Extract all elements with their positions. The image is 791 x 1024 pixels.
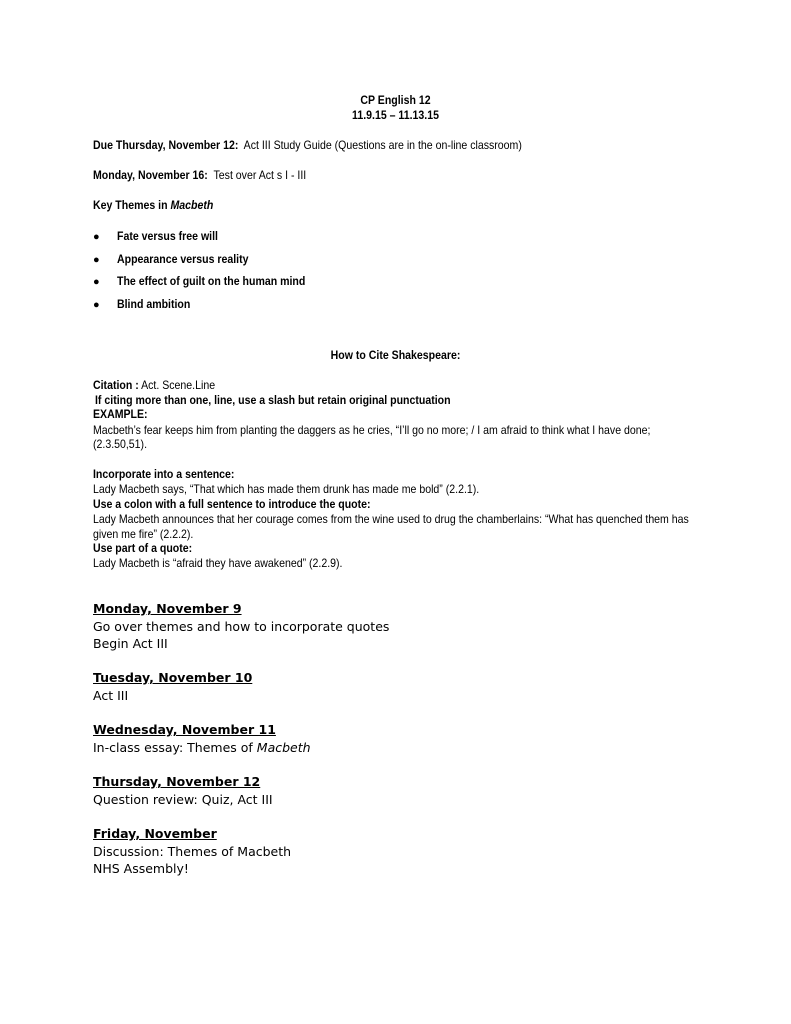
example-line-2: (2.3.50,51). <box>93 437 148 451</box>
day-heading: Friday, November <box>93 826 217 841</box>
bullet-icon: ● <box>93 276 100 288</box>
due-line <box>93 138 522 152</box>
citation-line <box>93 378 215 392</box>
bullet-icon: ● <box>93 231 100 243</box>
example-line-1: Macbeth’s fear keeps him from planting the daggers as he cries, “I’ll go no more; / I am afraid to think what I have done; <box>93 423 651 437</box>
schedule-day-wednesday <box>93 721 311 756</box>
part-text: Lady Macbeth is “afraid they have awakened” (2.2.9). <box>93 556 343 570</box>
schedule-day-monday <box>93 600 389 653</box>
due-text: Act III Study Guide (Questions are in the on-line classroom) <box>243 138 522 152</box>
day-item: Go over themes and how to incorporate quotes <box>93 618 390 634</box>
day-heading: Wednesday, November 11 <box>93 722 276 737</box>
list-item: ● Appearance versus reality <box>93 251 249 266</box>
day-heading: Monday, November 9 <box>93 601 242 616</box>
themes-heading-title: Macbeth <box>170 198 214 212</box>
schedule-day-tuesday <box>93 669 252 704</box>
slash-rule: If citing more than one, line, use a slash but retain original punctuation <box>95 393 451 407</box>
incorporate-text: Lady Macbeth says, “That which has made them drunk has made me bold” (2.2.1). <box>93 482 480 496</box>
bullet-icon: ● <box>93 298 100 311</box>
day-heading: Tuesday, November 10 <box>93 670 253 685</box>
day-item: Question review: Quiz, Act III <box>93 791 273 807</box>
themes-heading-prefix: Key Themes in <box>93 198 171 212</box>
list-item: ● Fate versus free will <box>93 229 218 243</box>
list-item: ● The effect of guilt on the human mind <box>93 274 306 288</box>
themes-list <box>93 229 331 319</box>
test-text: Test over Act s I - III <box>213 168 307 182</box>
incorporate-label: Incorporate into a sentence: <box>93 467 235 481</box>
schedule-day-friday <box>93 825 291 878</box>
test-line <box>93 168 306 182</box>
day-heading: Thursday, November 12 <box>93 774 261 789</box>
day-item: In-class essay: Themes of Macbeth <box>93 739 311 755</box>
citation-label: Citation : <box>93 378 139 392</box>
colon-line-2: given me fire” (2.2.2). <box>93 527 194 541</box>
part-label: Use part of a quote: <box>93 541 193 555</box>
test-label: Monday, November 16: <box>93 168 208 182</box>
day-item: NHS Assembly! <box>93 861 189 876</box>
day-item: Act III <box>93 687 129 703</box>
cite-heading: How to Cite Shakespeare: <box>330 348 461 362</box>
bullet-icon: ● <box>93 253 100 266</box>
example-label: EXAMPLE: <box>93 407 148 421</box>
day-item: Begin Act III <box>93 636 168 651</box>
themes-heading <box>93 198 213 212</box>
list-item: ● Blind ambition <box>93 296 191 311</box>
date-range: 11.9.15 – 11.13.15 <box>352 108 439 122</box>
colon-line-1: Lady Macbeth announces that her courage comes from the wine used to drug the chamberlains: “What has quenched them has <box>93 512 689 526</box>
due-label: Due Thursday, November 12: <box>93 138 239 152</box>
schedule-day-thursday <box>93 773 273 808</box>
citation-text: Act. Scene.Line <box>141 378 216 392</box>
day-item: Discussion: Themes of Macbeth <box>93 843 292 859</box>
colon-label: Use a colon with a full sentence to introduce the quote: <box>93 497 371 511</box>
course-title: CP English 12 <box>360 93 431 107</box>
